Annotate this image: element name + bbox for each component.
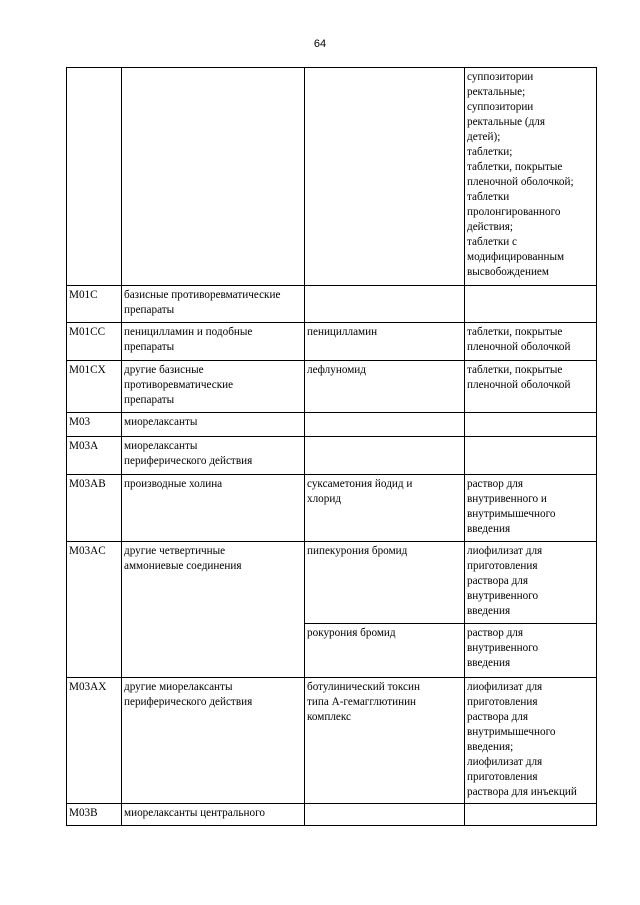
- group-name-line: препараты: [124, 304, 175, 316]
- atc-code: M03B: [69, 807, 98, 819]
- group-name-line: периферического действия: [124, 696, 253, 708]
- atc-code: M03AX: [69, 681, 107, 693]
- dosage-form-line: детей);: [467, 131, 501, 143]
- dosage-form-line: внутримышечного: [467, 508, 556, 520]
- dosage-form-line: таблетки, покрытые: [467, 364, 563, 376]
- dosage-form-cell: [465, 624, 597, 678]
- group-name-line: другие четвертичные: [124, 545, 226, 557]
- dosage-form-line: суппозитории: [467, 101, 534, 113]
- dosage-form-cell: [465, 678, 597, 804]
- group-name-line: аммониевые соединения: [124, 560, 242, 572]
- group-name-line: противоревматические: [124, 379, 234, 391]
- dosage-form-cell: [465, 542, 597, 624]
- group-name-line: базисные противоревматические: [124, 289, 281, 301]
- dosage-form-line: внутривенного: [467, 642, 539, 654]
- dosage-form-line: лиофилизат для: [467, 681, 543, 693]
- dosage-form-line: лиофилизат для: [467, 756, 543, 768]
- dosage-form-cell: [465, 804, 597, 826]
- dosage-form-line: раствора для: [467, 575, 528, 587]
- dosage-form-line: ректальные;: [467, 86, 526, 98]
- dosage-form-line: внутривенного: [467, 590, 539, 602]
- table-row: [67, 542, 597, 624]
- atc-code-cell: [67, 678, 122, 804]
- atc-code-cell: [67, 68, 122, 286]
- dosage-form-line: внутримышечного: [467, 726, 556, 738]
- dosage-form-line: пролонгированного: [467, 206, 561, 218]
- table-row: [67, 437, 597, 475]
- group-name-line: миорелаксанты центрального: [124, 807, 265, 819]
- group-name-cell: [122, 475, 305, 542]
- group-name-line: препараты: [124, 394, 175, 406]
- page-number: 64: [313, 38, 327, 50]
- dosage-form-line: таблетки: [467, 191, 510, 203]
- dosage-form-line: пленочной оболочкой;: [467, 176, 574, 188]
- drug-name-line: лефлуномид: [307, 364, 366, 376]
- table-row: [67, 323, 597, 361]
- drug-name-cell: [305, 286, 465, 323]
- group-name-line: периферического действия: [124, 455, 253, 467]
- atc-code: M01CX: [69, 364, 106, 376]
- table-row: [67, 678, 597, 804]
- atc-code: M03: [69, 416, 91, 428]
- dosage-form-line: высвобождением: [467, 266, 549, 278]
- table-row: [67, 361, 597, 413]
- group-name-cell: [122, 678, 305, 804]
- dosage-form-line: действия;: [467, 221, 514, 233]
- group-name-cell: [122, 68, 305, 286]
- group-name-line: миорелаксанты: [124, 416, 198, 428]
- dosage-form-cell: [465, 323, 597, 361]
- group-name-line: производные холина: [124, 478, 223, 490]
- dosage-form-line: лиофилизат для: [467, 545, 543, 557]
- group-name-line: миорелаксанты: [124, 440, 198, 452]
- group-name-cell: [122, 804, 305, 826]
- atc-code: M03AC: [69, 545, 106, 557]
- atc-code-cell: [67, 361, 122, 413]
- drug-name-line: пеницилламин: [307, 326, 378, 338]
- dosage-form-line: раствора для инъекций: [467, 786, 577, 798]
- atc-code: M03A: [69, 440, 99, 452]
- group-name-cell: [122, 542, 305, 678]
- dosage-form-line: приготовления: [467, 696, 538, 708]
- dosage-form-cell: [465, 475, 597, 542]
- atc-code: M01C: [69, 289, 98, 301]
- dosage-form-line: внутривенного и: [467, 493, 547, 505]
- dosage-form-line: раствор для: [467, 478, 524, 490]
- dosage-form-cell: [465, 286, 597, 323]
- dosage-form-line: введения: [467, 523, 511, 535]
- group-name-cell: [122, 361, 305, 413]
- atc-code: M03AB: [69, 478, 106, 490]
- atc-code-cell: [67, 323, 122, 361]
- drug-name-cell: [305, 437, 465, 475]
- drug-name-cell: [305, 624, 465, 678]
- table-row: [67, 286, 597, 323]
- dosage-form-line: ректальные (для: [467, 116, 546, 128]
- dosage-form-cell: [465, 437, 597, 475]
- atc-code: M01CC: [69, 326, 106, 338]
- drug-name-cell: [305, 804, 465, 826]
- dosage-form-line: таблетки, покрытые: [467, 326, 563, 338]
- drug-name-cell: [305, 68, 465, 286]
- dosage-form-cell: [465, 68, 597, 286]
- group-name-line: пеницилламин и подобные: [124, 326, 253, 338]
- drug-name-cell: [305, 413, 465, 437]
- drug-name-line: рокурония бромид: [307, 627, 396, 639]
- table-row: [67, 804, 597, 826]
- drug-name-cell: [305, 475, 465, 542]
- dosage-form-line: раствора для: [467, 711, 528, 723]
- drug-name-line: пипекурония бромид: [307, 545, 408, 557]
- table-row: [67, 413, 597, 437]
- dosage-form-line: раствор для: [467, 627, 524, 639]
- dosage-form-line: таблетки с: [467, 236, 518, 248]
- dosage-form-line: введения: [467, 605, 511, 617]
- atc-code-cell: [67, 542, 122, 678]
- drug-name-line: хлорид: [307, 493, 342, 505]
- drug-name-cell: [305, 361, 465, 413]
- dosage-form-line: приготовления: [467, 771, 538, 783]
- dosage-form-line: введения;: [467, 741, 514, 753]
- group-name-line: препараты: [124, 341, 175, 353]
- atc-code-cell: [67, 804, 122, 826]
- dosage-form-line: введения: [467, 657, 511, 669]
- group-name-cell: [122, 413, 305, 437]
- dosage-form-line: суппозитории: [467, 71, 534, 83]
- drug-name-cell: [305, 542, 465, 624]
- dosage-form-line: пленочной оболочкой: [467, 341, 571, 353]
- drug-name-line: комплекс: [307, 711, 351, 723]
- dosage-form-line: приготовления: [467, 560, 538, 572]
- atc-code-cell: [67, 475, 122, 542]
- drug-name-cell: [305, 678, 465, 804]
- drug-name-cell: [305, 323, 465, 361]
- drug-table: [66, 67, 597, 826]
- group-name-line: другие базисные: [124, 364, 204, 376]
- drug-name-line: ботулинический токсин: [307, 681, 420, 693]
- table-row: [67, 68, 597, 286]
- group-name-cell: [122, 286, 305, 323]
- group-name-line: другие миорелаксанты: [124, 681, 233, 693]
- drug-name-line: типа А-гемагглютинин: [307, 696, 417, 708]
- atc-code-cell: [67, 437, 122, 475]
- group-name-cell: [122, 437, 305, 475]
- atc-code-cell: [67, 286, 122, 323]
- group-name-cell: [122, 323, 305, 361]
- dosage-form-line: таблетки, покрытые: [467, 161, 563, 173]
- dosage-form-cell: [465, 361, 597, 413]
- dosage-form-line: пленочной оболочкой: [467, 379, 571, 391]
- atc-code-cell: [67, 413, 122, 437]
- dosage-form-cell: [465, 413, 597, 437]
- dosage-form-line: таблетки;: [467, 146, 513, 158]
- drug-name-line: суксаметония йодид и: [307, 478, 413, 490]
- dosage-form-line: модифицированным: [467, 251, 565, 263]
- table-row: [67, 475, 597, 542]
